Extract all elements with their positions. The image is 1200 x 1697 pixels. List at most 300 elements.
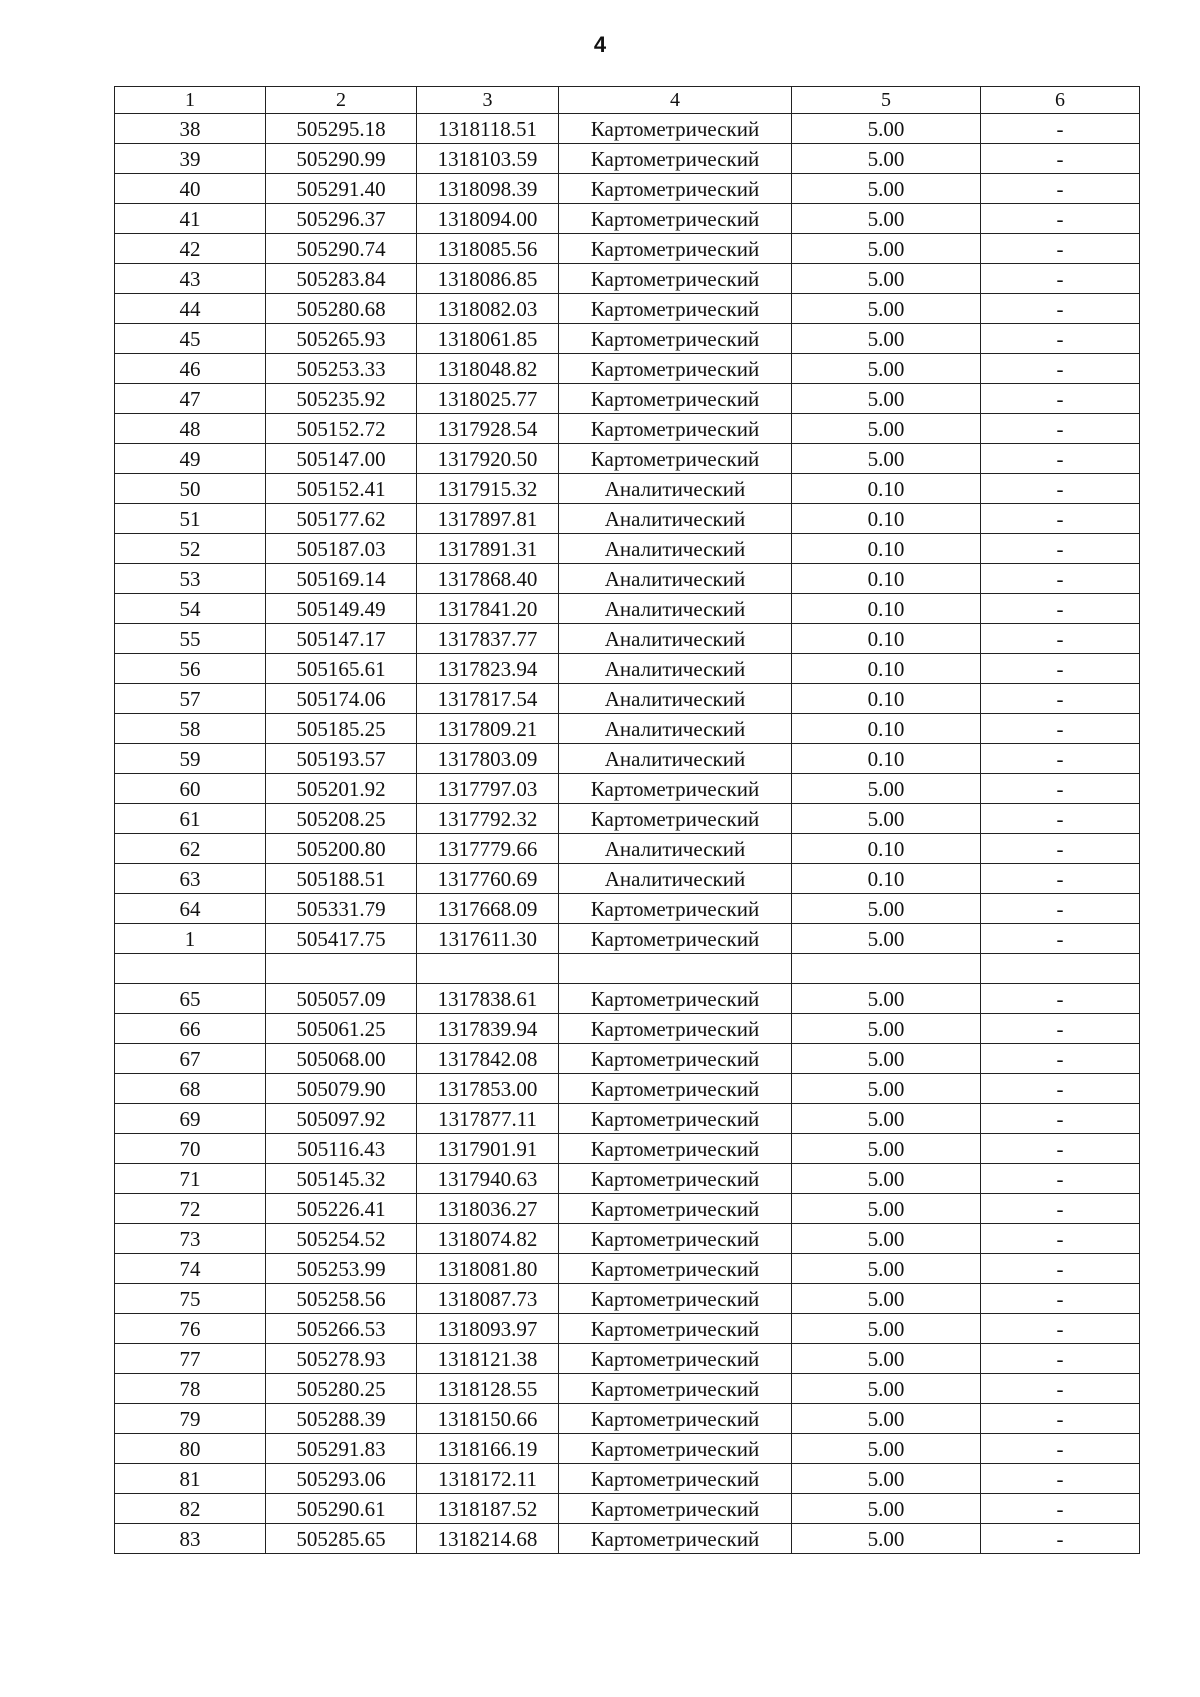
x-coordinate-cell: 505079.90 <box>266 1074 417 1104</box>
point-number-cell: 79 <box>115 1404 266 1434</box>
y-coordinate-cell: 1318103.59 <box>417 144 559 174</box>
method-cell: Аналитический <box>559 594 792 624</box>
accuracy-cell: 5.00 <box>792 324 981 354</box>
x-coordinate-cell: 505295.18 <box>266 114 417 144</box>
point-number-cell: 56 <box>115 654 266 684</box>
accuracy-cell: 5.00 <box>792 384 981 414</box>
accuracy-cell: 5.00 <box>792 264 981 294</box>
y-coordinate-cell: 1318214.68 <box>417 1524 559 1554</box>
y-coordinate-cell: 1317803.09 <box>417 744 559 774</box>
y-coordinate-cell: 1318036.27 <box>417 1194 559 1224</box>
y-coordinate-cell: 1318150.66 <box>417 1404 559 1434</box>
method-cell: Аналитический <box>559 744 792 774</box>
table-row <box>115 324 1140 354</box>
accuracy-cell: 5.00 <box>792 444 981 474</box>
note-cell: - <box>981 1404 1140 1434</box>
y-coordinate-cell: 1317940.63 <box>417 1164 559 1194</box>
table-row <box>115 384 1140 414</box>
point-number-cell: 39 <box>115 144 266 174</box>
y-coordinate-cell: 1317891.31 <box>417 534 559 564</box>
accuracy-cell: 5.00 <box>792 1224 981 1254</box>
method-cell: Картометрический <box>559 1104 792 1134</box>
y-coordinate-cell: 1317841.20 <box>417 594 559 624</box>
method-cell: Картометрический <box>559 414 792 444</box>
x-coordinate-cell: 505290.61 <box>266 1494 417 1524</box>
y-coordinate-cell: 1318118.51 <box>417 114 559 144</box>
x-coordinate-cell: 505331.79 <box>266 894 417 924</box>
y-coordinate-cell: 1317760.69 <box>417 864 559 894</box>
point-number-cell: 70 <box>115 1134 266 1164</box>
method-cell: Картометрический <box>559 114 792 144</box>
y-coordinate-cell: 1317779.66 <box>417 834 559 864</box>
note-cell: - <box>981 1074 1140 1104</box>
note-cell: - <box>981 1374 1140 1404</box>
point-number-cell: 48 <box>115 414 266 444</box>
note-cell: - <box>981 1194 1140 1224</box>
y-coordinate-cell: 1317838.61 <box>417 984 559 1014</box>
column-header: 6 <box>981 87 1140 114</box>
table-row <box>115 804 1140 834</box>
accuracy-cell: 0.10 <box>792 744 981 774</box>
point-number-cell: 47 <box>115 384 266 414</box>
point-number-cell: 40 <box>115 174 266 204</box>
point-number-cell: 52 <box>115 534 266 564</box>
accuracy-cell: 0.10 <box>792 474 981 504</box>
table-row <box>115 864 1140 894</box>
point-number-cell: 64 <box>115 894 266 924</box>
y-coordinate-cell: 1317668.09 <box>417 894 559 924</box>
y-coordinate-cell: 1318187.52 <box>417 1494 559 1524</box>
x-coordinate-cell: 505291.83 <box>266 1434 417 1464</box>
x-coordinate-cell: 505288.39 <box>266 1404 417 1434</box>
table-row <box>115 444 1140 474</box>
table-row <box>115 1524 1140 1554</box>
y-coordinate-cell: 1317837.77 <box>417 624 559 654</box>
note-cell: - <box>981 1254 1140 1284</box>
table-row <box>115 1164 1140 1194</box>
point-number-cell: 81 <box>115 1464 266 1494</box>
empty-cell <box>115 954 266 984</box>
x-coordinate-cell: 505285.65 <box>266 1524 417 1554</box>
y-coordinate-cell: 1318094.00 <box>417 204 559 234</box>
table-row <box>115 504 1140 534</box>
note-cell: - <box>981 174 1140 204</box>
y-coordinate-cell: 1318048.82 <box>417 354 559 384</box>
method-cell: Картометрический <box>559 204 792 234</box>
page-number: 4 <box>593 32 607 57</box>
y-coordinate-cell: 1318128.55 <box>417 1374 559 1404</box>
x-coordinate-cell: 505185.25 <box>266 714 417 744</box>
x-coordinate-cell: 505188.51 <box>266 864 417 894</box>
y-coordinate-cell: 1318093.97 <box>417 1314 559 1344</box>
x-coordinate-cell: 505253.33 <box>266 354 417 384</box>
method-cell: Картометрический <box>559 1344 792 1374</box>
y-coordinate-cell: 1318082.03 <box>417 294 559 324</box>
table-row <box>115 1404 1140 1434</box>
note-cell: - <box>981 414 1140 444</box>
x-coordinate-cell: 505149.49 <box>266 594 417 624</box>
x-coordinate-cell: 505116.43 <box>266 1134 417 1164</box>
note-cell: - <box>981 864 1140 894</box>
note-cell: - <box>981 984 1140 1014</box>
x-coordinate-cell: 505290.74 <box>266 234 417 264</box>
note-cell: - <box>981 204 1140 234</box>
accuracy-cell: 5.00 <box>792 1464 981 1494</box>
point-number-cell: 55 <box>115 624 266 654</box>
note-cell: - <box>981 714 1140 744</box>
accuracy-cell: 5.00 <box>792 114 981 144</box>
point-number-cell: 59 <box>115 744 266 774</box>
table-header-row <box>115 87 1140 114</box>
y-coordinate-cell: 1317920.50 <box>417 444 559 474</box>
table-row <box>115 354 1140 384</box>
x-coordinate-cell: 505280.68 <box>266 294 417 324</box>
point-number-cell: 66 <box>115 1014 266 1044</box>
note-cell: - <box>981 1464 1140 1494</box>
point-number-cell: 67 <box>115 1044 266 1074</box>
note-cell: - <box>981 1164 1140 1194</box>
method-cell: Картометрический <box>559 384 792 414</box>
point-number-cell: 68 <box>115 1074 266 1104</box>
point-number-cell: 42 <box>115 234 266 264</box>
method-cell: Аналитический <box>559 504 792 534</box>
point-number-cell: 60 <box>115 774 266 804</box>
method-cell: Картометрический <box>559 984 792 1014</box>
note-cell: - <box>981 324 1140 354</box>
x-coordinate-cell: 505278.93 <box>266 1344 417 1374</box>
note-cell: - <box>981 504 1140 534</box>
accuracy-cell: 5.00 <box>792 894 981 924</box>
accuracy-cell: 5.00 <box>792 234 981 264</box>
table-row <box>115 714 1140 744</box>
table-row <box>115 774 1140 804</box>
method-cell: Картометрический <box>559 1374 792 1404</box>
point-number-cell: 72 <box>115 1194 266 1224</box>
y-coordinate-cell: 1318085.56 <box>417 234 559 264</box>
table-row <box>115 474 1140 504</box>
y-coordinate-cell: 1318074.82 <box>417 1224 559 1254</box>
method-cell: Картометрический <box>559 354 792 384</box>
table-row <box>115 1314 1140 1344</box>
table-row <box>115 684 1140 714</box>
point-number-cell: 73 <box>115 1224 266 1254</box>
y-coordinate-cell: 1318166.19 <box>417 1434 559 1464</box>
x-coordinate-cell: 505417.75 <box>266 924 417 954</box>
note-cell: - <box>981 1014 1140 1044</box>
column-header: 5 <box>792 87 981 114</box>
table-separator-row <box>115 954 1140 984</box>
x-coordinate-cell: 505169.14 <box>266 564 417 594</box>
empty-cell <box>417 954 559 984</box>
note-cell: - <box>981 894 1140 924</box>
x-coordinate-cell: 505291.40 <box>266 174 417 204</box>
point-number-cell: 82 <box>115 1494 266 1524</box>
table-row <box>115 1254 1140 1284</box>
method-cell: Аналитический <box>559 714 792 744</box>
x-coordinate-cell: 505200.80 <box>266 834 417 864</box>
note-cell: - <box>981 1104 1140 1134</box>
note-cell: - <box>981 624 1140 654</box>
table-row <box>115 534 1140 564</box>
point-number-cell: 65 <box>115 984 266 1014</box>
y-coordinate-cell: 1317817.54 <box>417 684 559 714</box>
table-row <box>115 624 1140 654</box>
y-coordinate-cell: 1318061.85 <box>417 324 559 354</box>
method-cell: Картометрический <box>559 1314 792 1344</box>
table-row <box>115 114 1140 144</box>
accuracy-cell: 5.00 <box>792 1344 981 1374</box>
y-coordinate-cell: 1317915.32 <box>417 474 559 504</box>
method-cell: Картометрический <box>559 774 792 804</box>
method-cell: Аналитический <box>559 564 792 594</box>
note-cell: - <box>981 144 1140 174</box>
x-coordinate-cell: 505253.99 <box>266 1254 417 1284</box>
accuracy-cell: 0.10 <box>792 864 981 894</box>
accuracy-cell: 5.00 <box>792 1374 981 1404</box>
y-coordinate-cell: 1317611.30 <box>417 924 559 954</box>
point-number-cell: 77 <box>115 1344 266 1374</box>
point-number-cell: 80 <box>115 1434 266 1464</box>
accuracy-cell: 5.00 <box>792 1194 981 1224</box>
point-number-cell: 63 <box>115 864 266 894</box>
accuracy-cell: 5.00 <box>792 1104 981 1134</box>
table-row <box>115 1434 1140 1464</box>
accuracy-cell: 0.10 <box>792 564 981 594</box>
table-row <box>115 1344 1140 1374</box>
note-cell: - <box>981 1524 1140 1554</box>
point-number-cell: 49 <box>115 444 266 474</box>
empty-cell <box>981 954 1140 984</box>
x-coordinate-cell: 505057.09 <box>266 984 417 1014</box>
table-row <box>115 1194 1140 1224</box>
note-cell: - <box>981 294 1140 324</box>
y-coordinate-cell: 1317809.21 <box>417 714 559 744</box>
note-cell: - <box>981 1314 1140 1344</box>
x-coordinate-cell: 505177.62 <box>266 504 417 534</box>
note-cell: - <box>981 114 1140 144</box>
table-row <box>115 984 1140 1014</box>
method-cell: Картометрический <box>559 264 792 294</box>
method-cell: Картометрический <box>559 1494 792 1524</box>
point-number-cell: 1 <box>115 924 266 954</box>
x-coordinate-cell: 505266.53 <box>266 1314 417 1344</box>
method-cell: Картометрический <box>559 1074 792 1104</box>
point-number-cell: 74 <box>115 1254 266 1284</box>
note-cell: - <box>981 774 1140 804</box>
note-cell: - <box>981 594 1140 624</box>
table-row <box>115 564 1140 594</box>
point-number-cell: 69 <box>115 1104 266 1134</box>
accuracy-cell: 5.00 <box>792 774 981 804</box>
method-cell: Аналитический <box>559 834 792 864</box>
accuracy-cell: 5.00 <box>792 354 981 384</box>
method-cell: Картометрический <box>559 1164 792 1194</box>
y-coordinate-cell: 1317853.00 <box>417 1074 559 1104</box>
accuracy-cell: 5.00 <box>792 1524 981 1554</box>
method-cell: Картометрический <box>559 1464 792 1494</box>
method-cell: Картометрический <box>559 1284 792 1314</box>
method-cell: Картометрический <box>559 1524 792 1554</box>
x-coordinate-cell: 505068.00 <box>266 1044 417 1074</box>
x-coordinate-cell: 505293.06 <box>266 1464 417 1494</box>
x-coordinate-cell: 505147.00 <box>266 444 417 474</box>
x-coordinate-cell: 505258.56 <box>266 1284 417 1314</box>
x-coordinate-cell: 505265.93 <box>266 324 417 354</box>
note-cell: - <box>981 564 1140 594</box>
x-coordinate-cell: 505208.25 <box>266 804 417 834</box>
method-cell: Картометрический <box>559 1254 792 1284</box>
x-coordinate-cell: 505283.84 <box>266 264 417 294</box>
point-number-cell: 45 <box>115 324 266 354</box>
method-cell: Аналитический <box>559 684 792 714</box>
point-number-cell: 43 <box>115 264 266 294</box>
note-cell: - <box>981 354 1140 384</box>
column-header: 1 <box>115 87 266 114</box>
column-header: 4 <box>559 87 792 114</box>
note-cell: - <box>981 474 1140 504</box>
x-coordinate-cell: 505201.92 <box>266 774 417 804</box>
table-row <box>115 744 1140 774</box>
coordinates-table <box>114 86 1140 1554</box>
table-row <box>115 1044 1140 1074</box>
table-row <box>115 1284 1140 1314</box>
table-row <box>115 1494 1140 1524</box>
method-cell: Картометрический <box>559 324 792 354</box>
x-coordinate-cell: 505226.41 <box>266 1194 417 1224</box>
accuracy-cell: 5.00 <box>792 144 981 174</box>
y-coordinate-cell: 1317823.94 <box>417 654 559 684</box>
accuracy-cell: 0.10 <box>792 714 981 744</box>
accuracy-cell: 0.10 <box>792 624 981 654</box>
method-cell: Картометрический <box>559 144 792 174</box>
method-cell: Картометрический <box>559 1044 792 1074</box>
table-row <box>115 234 1140 264</box>
note-cell: - <box>981 1344 1140 1374</box>
method-cell: Аналитический <box>559 624 792 654</box>
accuracy-cell: 5.00 <box>792 804 981 834</box>
y-coordinate-cell: 1317842.08 <box>417 1044 559 1074</box>
point-number-cell: 76 <box>115 1314 266 1344</box>
method-cell: Картометрический <box>559 1404 792 1434</box>
table-row <box>115 1104 1140 1134</box>
table-row <box>115 264 1140 294</box>
x-coordinate-cell: 505290.99 <box>266 144 417 174</box>
x-coordinate-cell: 505193.57 <box>266 744 417 774</box>
note-cell: - <box>981 1434 1140 1464</box>
accuracy-cell: 5.00 <box>792 294 981 324</box>
point-number-cell: 78 <box>115 1374 266 1404</box>
x-coordinate-cell: 505235.92 <box>266 384 417 414</box>
y-coordinate-cell: 1318121.38 <box>417 1344 559 1374</box>
x-coordinate-cell: 505145.32 <box>266 1164 417 1194</box>
x-coordinate-cell: 505097.92 <box>266 1104 417 1134</box>
note-cell: - <box>981 444 1140 474</box>
note-cell: - <box>981 924 1140 954</box>
table-row <box>115 144 1140 174</box>
accuracy-cell: 5.00 <box>792 1404 981 1434</box>
method-cell: Картометрический <box>559 1224 792 1254</box>
note-cell: - <box>981 1284 1140 1314</box>
x-coordinate-cell: 505187.03 <box>266 534 417 564</box>
coordinates-table-body <box>115 87 1140 1554</box>
note-cell: - <box>981 744 1140 774</box>
column-header: 3 <box>417 87 559 114</box>
y-coordinate-cell: 1317792.32 <box>417 804 559 834</box>
table-row <box>115 1464 1140 1494</box>
point-number-cell: 57 <box>115 684 266 714</box>
note-cell: - <box>981 264 1140 294</box>
method-cell: Картометрический <box>559 1014 792 1044</box>
point-number-cell: 71 <box>115 1164 266 1194</box>
table-row <box>115 924 1140 954</box>
table-row <box>115 174 1140 204</box>
point-number-cell: 38 <box>115 114 266 144</box>
point-number-cell: 46 <box>115 354 266 384</box>
y-coordinate-cell: 1317868.40 <box>417 564 559 594</box>
table-row <box>115 1134 1140 1164</box>
x-coordinate-cell: 505280.25 <box>266 1374 417 1404</box>
empty-cell <box>559 954 792 984</box>
y-coordinate-cell: 1318172.11 <box>417 1464 559 1494</box>
note-cell: - <box>981 804 1140 834</box>
point-number-cell: 53 <box>115 564 266 594</box>
method-cell: Картометрический <box>559 234 792 264</box>
accuracy-cell: 5.00 <box>792 174 981 204</box>
note-cell: - <box>981 654 1140 684</box>
table-row <box>115 1014 1140 1044</box>
table-row <box>115 294 1140 324</box>
table-row <box>115 1074 1140 1104</box>
point-number-cell: 44 <box>115 294 266 324</box>
accuracy-cell: 5.00 <box>792 1494 981 1524</box>
note-cell: - <box>981 384 1140 414</box>
point-number-cell: 51 <box>115 504 266 534</box>
accuracy-cell: 5.00 <box>792 1014 981 1044</box>
method-cell: Картометрический <box>559 804 792 834</box>
note-cell: - <box>981 1494 1140 1524</box>
accuracy-cell: 5.00 <box>792 1134 981 1164</box>
accuracy-cell: 5.00 <box>792 1044 981 1074</box>
point-number-cell: 83 <box>115 1524 266 1554</box>
table-row <box>115 894 1140 924</box>
accuracy-cell: 5.00 <box>792 1434 981 1464</box>
table-row <box>115 204 1140 234</box>
y-coordinate-cell: 1317897.81 <box>417 504 559 534</box>
y-coordinate-cell: 1318087.73 <box>417 1284 559 1314</box>
note-cell: - <box>981 534 1140 564</box>
accuracy-cell: 5.00 <box>792 924 981 954</box>
x-coordinate-cell: 505165.61 <box>266 654 417 684</box>
method-cell: Картометрический <box>559 1194 792 1224</box>
y-coordinate-cell: 1318025.77 <box>417 384 559 414</box>
accuracy-cell: 5.00 <box>792 1254 981 1284</box>
x-coordinate-cell: 505061.25 <box>266 1014 417 1044</box>
y-coordinate-cell: 1318086.85 <box>417 264 559 294</box>
method-cell: Аналитический <box>559 864 792 894</box>
table-row <box>115 414 1140 444</box>
accuracy-cell: 5.00 <box>792 984 981 1014</box>
y-coordinate-cell: 1317901.91 <box>417 1134 559 1164</box>
y-coordinate-cell: 1317928.54 <box>417 414 559 444</box>
point-number-cell: 58 <box>115 714 266 744</box>
method-cell: Картометрический <box>559 294 792 324</box>
accuracy-cell: 5.00 <box>792 1164 981 1194</box>
accuracy-cell: 5.00 <box>792 204 981 234</box>
empty-cell <box>792 954 981 984</box>
note-cell: - <box>981 1224 1140 1254</box>
table-row <box>115 654 1140 684</box>
method-cell: Аналитический <box>559 654 792 684</box>
